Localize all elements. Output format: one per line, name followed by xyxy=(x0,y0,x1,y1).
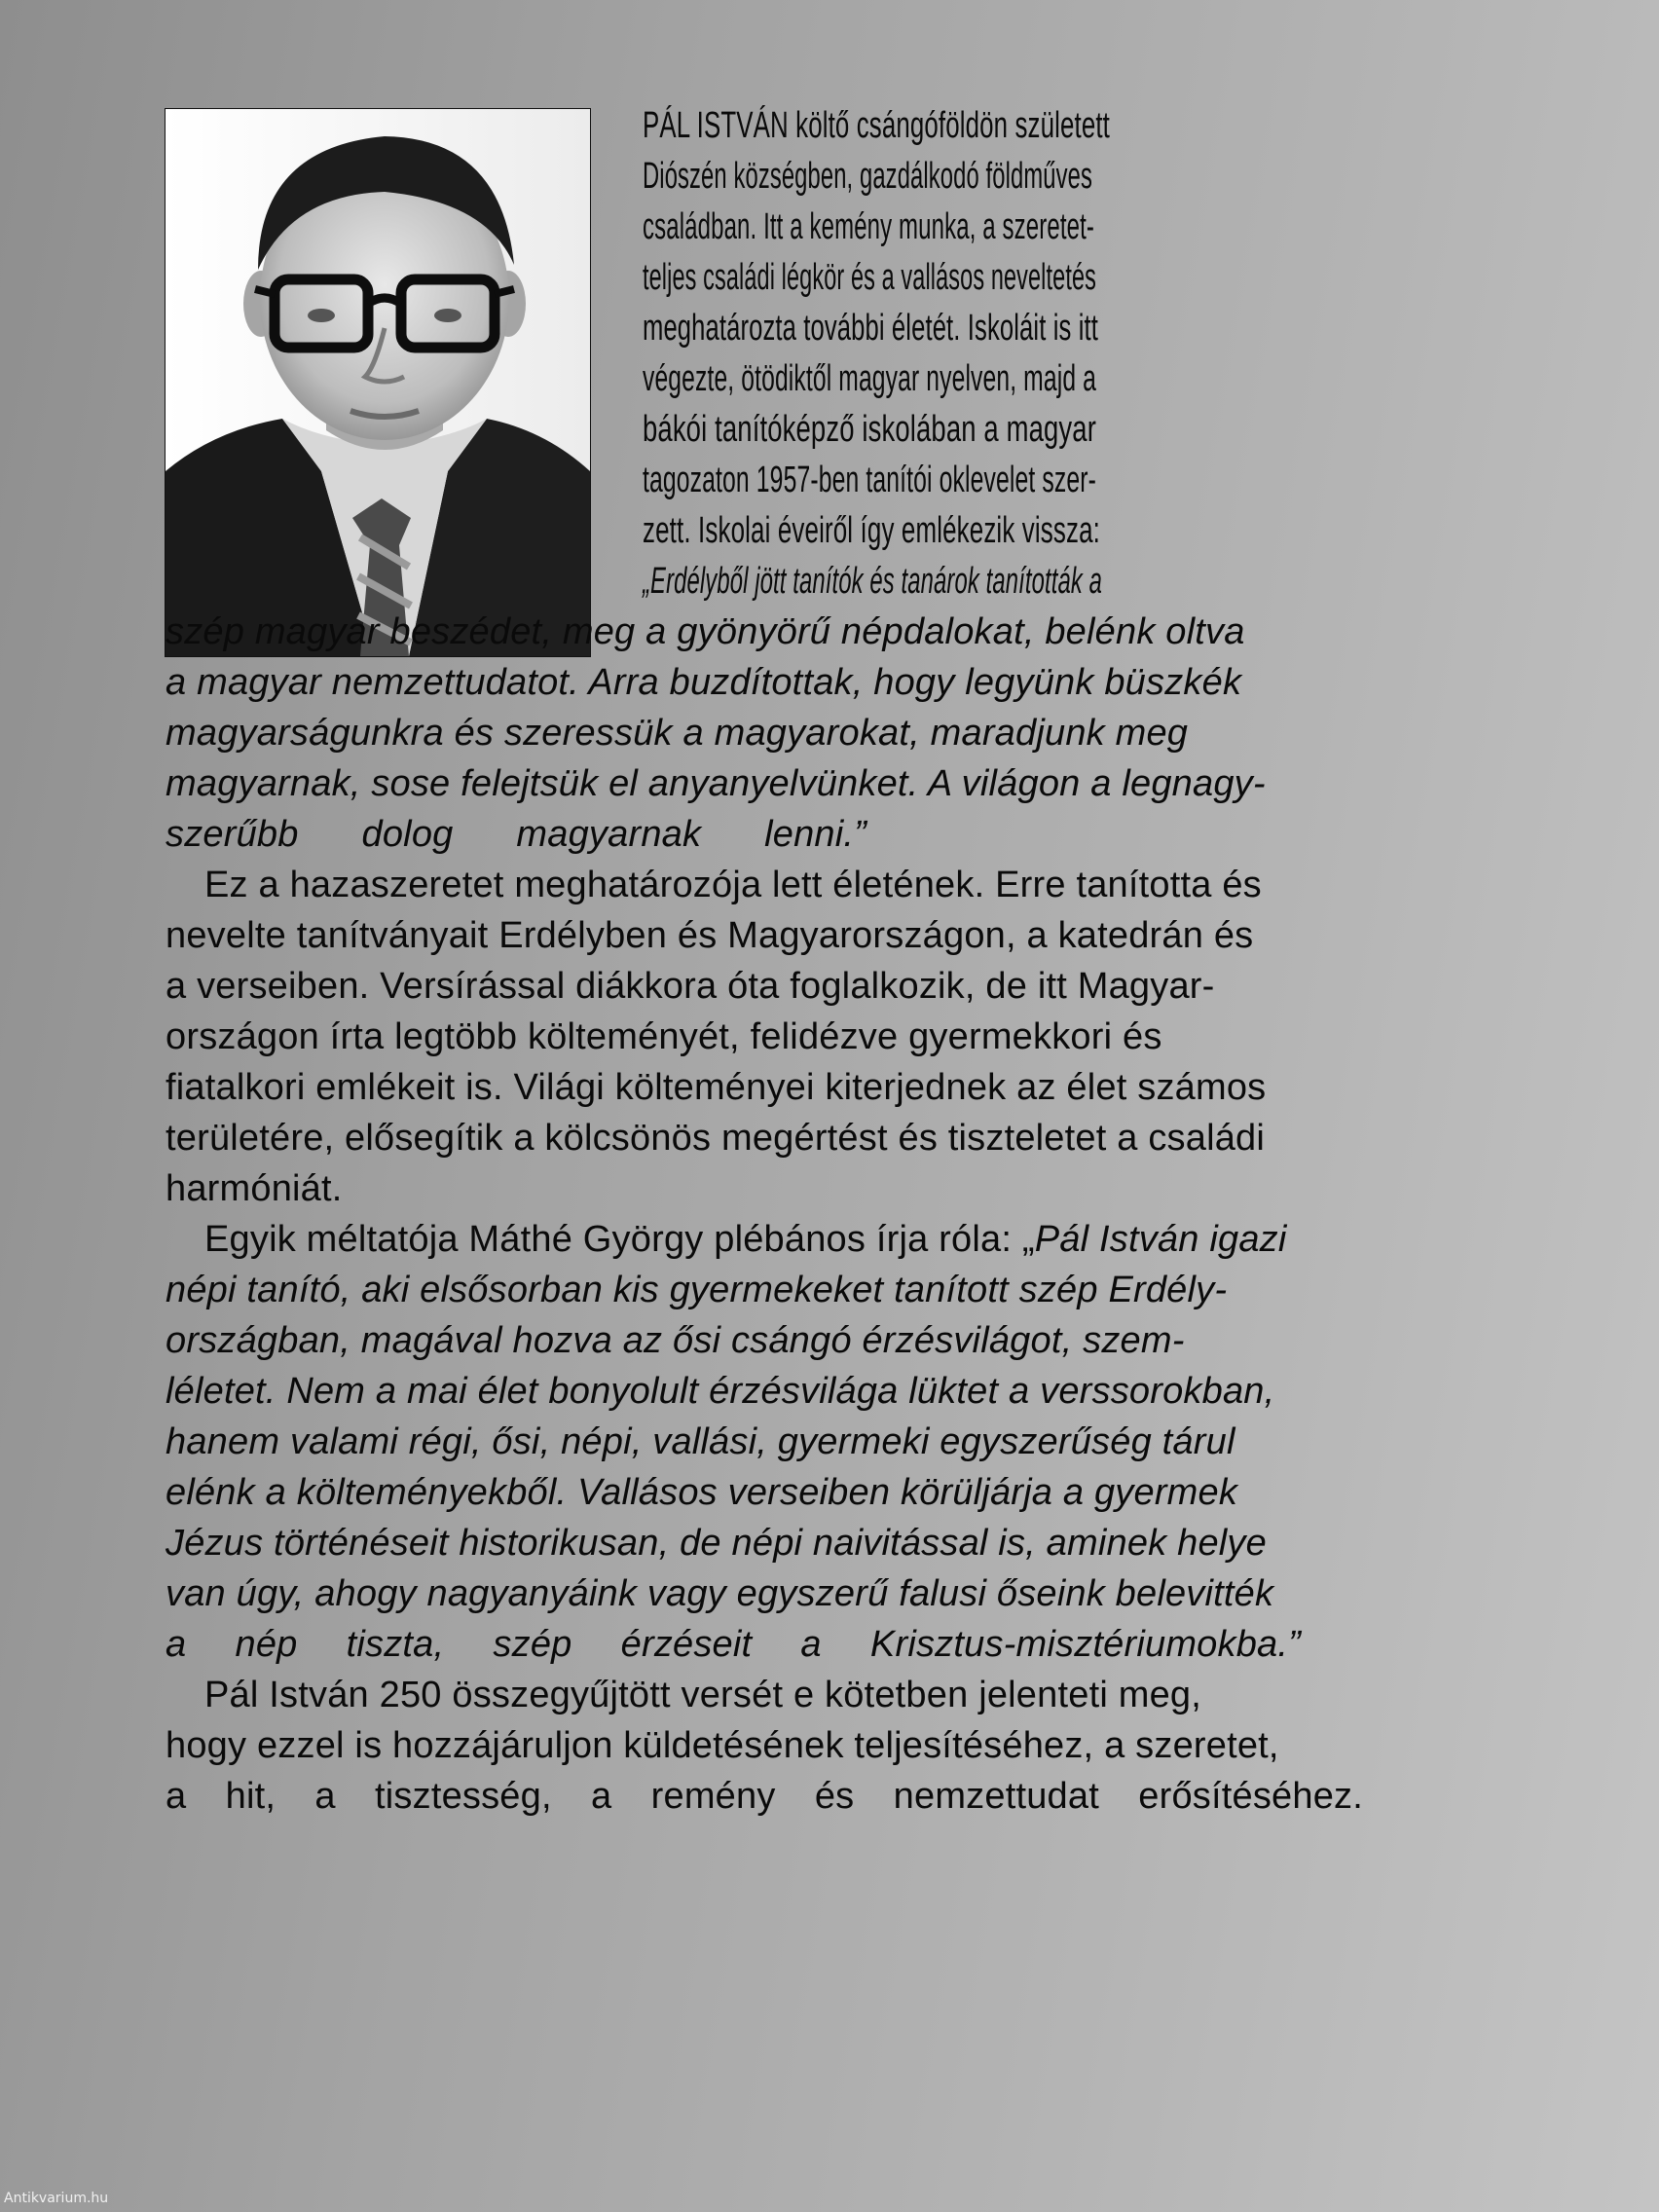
text-line-content: nevelte tanítványait Erdélyben és Magyarországon, a katedrán és xyxy=(166,915,1254,956)
text-line xyxy=(166,1265,1227,1315)
text-line xyxy=(166,1720,1279,1771)
text-line-content: Ez a hazaszeretet meghatározója lett életének. Erre tanította és xyxy=(204,865,1262,905)
text-line-tail: Pál István igazi xyxy=(1034,1219,1287,1260)
text-line xyxy=(166,1417,1235,1467)
text-line xyxy=(166,708,1188,758)
text-line xyxy=(166,1467,1237,1518)
text-line xyxy=(643,252,1096,303)
text-line xyxy=(166,809,866,860)
text-line-content: hogy ezzel is hozzájáruljon küldetésének teljesítéséhez, a szeretet, xyxy=(166,1725,1279,1766)
text-line-content: meghatározta további életét. Iskoláit is itt xyxy=(643,308,1098,349)
text-line-content: magyarnak, sose felejtsük el anyanyelvünket. A világon a legnagy- xyxy=(166,763,1266,804)
text-line xyxy=(166,758,1266,809)
text-line-content: elénk a költeményekből. Vallásos verseiben körüljárja a gyermek xyxy=(166,1472,1238,1513)
text-line xyxy=(166,1619,1301,1670)
text-line-content: harmóniát. xyxy=(166,1168,343,1209)
watermark-text: Antikvarium.hu xyxy=(4,2191,109,2206)
text-line-content: szerűbb dolog magyarnak lenni.” xyxy=(166,814,866,855)
text-line-content: Diószén községben, gazdálkodó földműves xyxy=(643,156,1092,197)
text-line-content: tagozaton 1957-ben tanítói oklevelet szer- xyxy=(643,460,1096,500)
text-line xyxy=(643,151,1092,202)
text-line-content: végezte, ötödiktől magyar nyelven, majd a xyxy=(643,358,1096,399)
text-line xyxy=(643,100,1110,151)
text-line xyxy=(643,505,1100,556)
text-line-content: országban, magával hozva az ősi csángó érzésvilágot, szem- xyxy=(166,1320,1185,1361)
text-line xyxy=(643,303,1098,353)
text-line-content: a verseiben. Versírással diákkora óta foglalkozik, de itt Magyar- xyxy=(166,966,1215,1007)
text-line xyxy=(166,1315,1185,1366)
text-line-content: hanem valami régi, ősi, népi, vallási, gyermeki egyszerűség tárul xyxy=(166,1421,1235,1462)
text-line-content: népi tanító, aki elsősorban kis gyermekeket tanított szép Erdély- xyxy=(166,1270,1228,1310)
text-line xyxy=(643,556,1102,607)
text-line-content: léletet. Nem a mai élet bonyolult érzésvilága lüktet a verssorokban, xyxy=(166,1371,1275,1412)
text-line xyxy=(204,1670,1201,1720)
text-line-content: országon írta legtöbb költeményét, felidézve gyermekkori és xyxy=(166,1016,1162,1057)
text-line xyxy=(643,455,1096,505)
text-line-content: van úgy, ahogy nagyanyáink vagy egyszerű falusi őseink belevitték xyxy=(166,1573,1274,1614)
author-portrait-photo xyxy=(166,109,590,656)
text-line xyxy=(166,1568,1273,1619)
text-line xyxy=(166,1518,1267,1568)
text-line-content: teljes családi légkör és a vallásos neveltetés xyxy=(643,257,1096,298)
text-line xyxy=(643,353,1096,404)
text-line-content: szép magyar beszédet, meg a gyönyörű népdalokat, belénk oltva xyxy=(166,611,1245,652)
text-line xyxy=(166,1163,343,1214)
text-line xyxy=(166,1113,1265,1163)
text-line xyxy=(166,1012,1162,1062)
text-line xyxy=(204,860,1262,910)
text-line xyxy=(166,607,1245,657)
text-line-content: Jézus történéseit historikusan, de népi naivitással is, aminek helye xyxy=(166,1523,1267,1564)
text-line-content: zett. Iskolai éveiről így emlékezik vissza: xyxy=(643,510,1100,551)
text-line-content: bákói tanítóképző iskolában a magyar xyxy=(643,409,1096,450)
text-line xyxy=(643,202,1094,252)
text-line-content: a hit, a tisztesség, a remény és nemzettudat erősítéséhez. xyxy=(166,1776,1363,1817)
text-line-content: Egyik méltatója Máthé György plébános írja róla: „ xyxy=(204,1219,1035,1260)
text-line-content: a magyar nemzettudatot. Arra buzdítottak, hogy legyünk büszkék xyxy=(166,662,1242,703)
text-line-content: Pál István 250 összegyűjtött versét e kötetben jelenteti meg, xyxy=(204,1675,1202,1715)
text-line-content: családban. Itt a kemény munka, a szeretet- xyxy=(643,206,1094,247)
portrait-icon xyxy=(166,109,590,656)
text-line xyxy=(166,657,1241,708)
text-line-content: területére, elősegítik a kölcsönös megértést és tiszteletet a családi xyxy=(166,1118,1266,1159)
text-line xyxy=(166,961,1215,1012)
text-line-content: „Erdélyből jött tanítók és tanárok tanították a xyxy=(643,561,1102,602)
text-line-content: a nép tiszta, szép érzéseit a Krisztus-misztériumokba.” xyxy=(166,1624,1301,1665)
text-line-content: magyarságunkra és szeressük a magyarokat, maradjunk meg xyxy=(166,713,1189,754)
text-line-content: PÁL ISTVÁN költő csángóföldön született xyxy=(643,105,1110,146)
text-line xyxy=(166,1062,1266,1113)
text-line-content: fiatalkori emlékeit is. Világi költeményei kiterjednek az élet számos xyxy=(166,1067,1267,1108)
text-line xyxy=(204,1214,1287,1265)
text-line xyxy=(166,910,1253,961)
text-line xyxy=(166,1771,1363,1822)
text-line xyxy=(166,1366,1274,1417)
text-line xyxy=(643,404,1096,455)
